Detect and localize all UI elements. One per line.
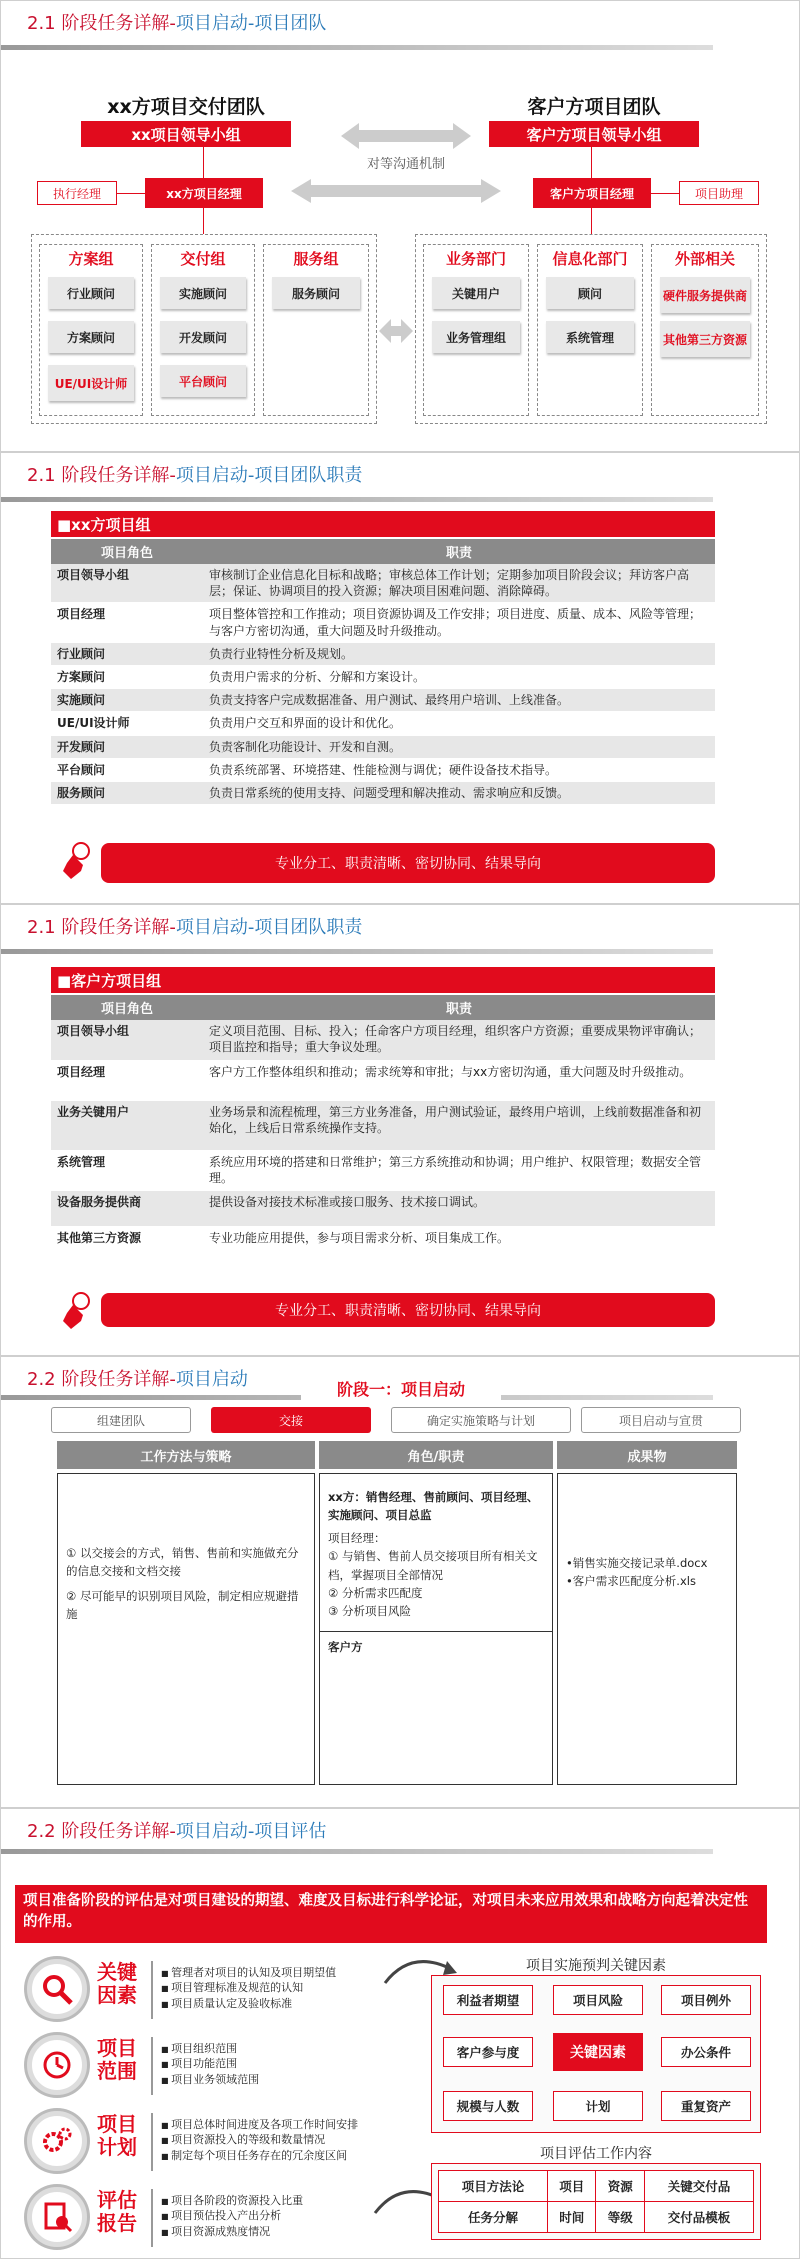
key-factors-title: 项目实施预判关键因素 [526,1958,666,1974]
group-label: 外部相关 [674,249,735,268]
table-row: 方案顾问 负责用户需求的分析、分解和方案设计。 [51,665,715,688]
item-points: ■ 项目各阶段的资源投入比重 ■ 项目预估投入产出分析 ■ 项目资源成熟度情况 [161,2193,401,2239]
group-label: 业务部门 [445,249,506,268]
title-bar [1,1849,713,1854]
role-item: ① 与销售、售前人员交接项目所有相关文档，掌握项目全部情况 [328,1549,538,1582]
table-row: 项目经理 项目整体管控和工作推动；项目资源协调及工作安排；项目进度、质量、成本、风险等管理；与客户方密切沟通，重大问题及时升级推动。 [51,603,715,642]
group-external [651,244,759,416]
role-item: ② 分析需求匹配度 [328,1585,423,1600]
slide-project-team [0,0,800,452]
connector-line [651,193,679,194]
role-box: UE/UI设计师 [48,365,134,401]
group-label: 服务组 [293,249,339,268]
role-box: 业务管理组 [432,321,520,353]
role-box: 顾问 [546,277,634,309]
slide-title: 2.2 阶段任务详解-项目启动-项目评估 [27,1821,327,1842]
leader-double-arrow-icon [341,121,471,151]
roles-box [319,1473,553,1785]
method-item: ② 尽可能早的识别项目风险，制定相应规避措施 [66,1588,299,1622]
tab-strategy[interactable]: 确定实施策略与计划 [391,1407,571,1433]
tab-kickoff[interactable]: 项目启动与宣贯 [581,1407,741,1433]
left-team-heading: xx方项目交付团队 [107,95,265,118]
eval-item [21,1955,401,2027]
table-row: 项目领导小组 审核制订企业信息化目标和战略；审核总体工作计划；定期参加项目阶段会议；拜访客户高层；保证、协调项目的投入资源；解决项目困难问题、消除障碍。 [51,564,715,603]
hand-pointer-icon [59,1291,95,1331]
role-box: 行业顾问 [48,277,134,309]
magnifier-icon [27,1959,87,2019]
role-head: xx方：销售经理、售前顾问、项目经理、实施顾问、项目总监 [328,1490,539,1523]
pm-double-arrow-icon [291,177,501,205]
item-title: 项目 范围 [97,2036,137,2083]
table-row: 项目经理 客户方工作整体组织和推动；需求统筹和审批；与xx方密切沟通，重大问题及时升级推动。 [51,1060,715,1100]
role-box: 服务顾问 [272,277,360,309]
col-header-roles: 角色/职责 [319,1441,553,1469]
col-duty: 职责 [203,995,715,1020]
clock-icon [27,2035,87,2095]
output-item: •销售实施交接记录单.docx [566,1556,708,1570]
title-bar [1,949,713,954]
table-row: 设备服务提供商 提供设备对接技术标准或接口服务、技术接口调试。 [51,1190,715,1226]
footer-slogan: 专业分工、职责清晰、密切协同、结果导向 [101,1293,715,1327]
kf-box: 项目风险 [553,1985,643,2015]
comm-mechanism-label: 对等沟通机制 [366,157,445,172]
table-row: 项目领导小组 定义项目范围、目标、投入；任命客户方项目经理，组织客户方资源；重要成果物评审确认；项目监控和指导；重大争议处理。 [51,1020,715,1060]
slide-client-duties [0,904,800,1356]
kf-box: 利益者期望 [443,1985,533,2015]
group-it [537,244,643,416]
table-row: 行业顾问 负责行业特性分析及规划。 [51,642,715,665]
slide-vendor-duties [0,452,800,904]
duty-table [51,539,715,805]
table-row: 其他第三方资源 专业功能应用提供，参与项目需求分析、项目集成工作。 [51,1226,715,1262]
group-service [263,244,369,416]
kf-box: 规模与人数 [443,2091,533,2121]
table-row: 实施顾问 负责支持客户完成数据准备、用户测试、最终用户培训、上线准备。 [51,689,715,712]
connector-line [591,147,592,178]
methods-box [57,1473,315,1785]
right-team-heading: 客户方项目团队 [527,95,661,118]
group-label: 交付组 [180,249,226,268]
kf-center-box: 关键因素 [553,2033,643,2071]
connector-line [203,208,204,234]
tab-handover[interactable]: 交接 [211,1407,371,1433]
item-title: 关键 因素 [97,1960,137,2007]
groups-double-arrow-icon [379,316,413,346]
role-box: 其他第三方资源 [660,321,750,357]
work-content-title: 项目评估工作内容 [540,2146,652,2162]
table-row: 业务关键用户 业务场景和流程梳理，第三方业务准备，用户测试验证，最终用户培训，上线前数据准备和初始化，上线后日常系统操作支持。 [51,1100,715,1150]
kf-box: 办公条件 [661,2037,751,2067]
outputs-box [557,1473,737,1785]
connector-line [591,208,592,234]
output-item: •客户需求匹配度分析.xls [566,1574,696,1589]
vendor-pm-box: xx方项目经理 [145,178,263,208]
group-solution [39,244,143,416]
kf-box: 计划 [553,2091,643,2121]
left-leader-group: xx项目领导小组 [81,121,291,147]
item-title: 项目 计划 [97,2112,137,2159]
footer-slogan: 专业分工、职责清晰、密切协同、结果导向 [101,843,715,883]
role-box: 硬件服务提供商 [660,277,750,313]
table-row: 平台顾问 负责系统部署、环境搭建、性能检测与调优；硬件设备技术指导。 [51,758,715,781]
table-row: UE/UI设计师 负责用户交互和界面的设计和优化。 [51,712,715,735]
right-leader-group: 客户方项目领导小组 [489,121,699,147]
role-box: 实施顾问 [160,277,246,309]
col-role: 项目角色 [51,995,203,1020]
gears-icon [27,2111,87,2171]
group-header: ■xx方项目组 [51,511,715,537]
role-box: 开发顾问 [160,321,246,353]
kf-box: 重复资产 [661,2091,751,2121]
group-business [423,244,529,416]
table-row: 任务分解 时间 等级 交付品模板 [439,2202,754,2233]
slide-title: 2.2 阶段任务详解-项目启动 [27,1369,248,1390]
group-delivery [151,244,255,416]
slide-title: 2.1 阶段任务详解-项目启动-项目团队职责 [27,917,363,938]
item-title: 评估 报告 [97,2188,137,2235]
kf-box: 客户参与度 [443,2037,533,2067]
col-duty: 职责 [203,539,715,564]
report-icon [27,2187,87,2247]
client-pm-box: 客户方项目经理 [533,178,651,208]
table-row: 系统管理 系统应用环境的搭建和日常维护；第三方系统推动和协调；用户维护、权限管理；数据安全管理。 [51,1150,715,1190]
slide-title: 2.1 阶段任务详解-项目启动-项目团队职责 [27,465,363,486]
method-item: ① 以交接会的方式，销售、售前和实施做充分的信息交接和文档交接 [66,1546,299,1579]
connector-line [117,193,145,194]
item-points: ■ 项目组织范围 ■ 项目功能范围 ■ 项目业务领域范围 [161,2041,401,2087]
project-assistant-box: 项目助理 [679,181,759,205]
col-role: 项目角色 [51,539,203,564]
title-bar [1,45,713,50]
table-row: 项目方法论 项目 资源 关键交付品 [439,2171,754,2202]
work-content-grid [431,2163,761,2240]
table-row: 服务顾问 负责日常系统的使用支持、问题受理和解决推动、需求响应和反馈。 [51,781,715,804]
tab-build-team[interactable]: 组建团队 [51,1407,191,1433]
role-box: 平台顾问 [160,365,246,397]
slide-title: 2.1 阶段任务详解-项目启动-项目团队 [27,13,327,34]
role-box: 系统管理 [546,321,634,353]
role-pm: 项目经理： [328,1530,386,1545]
eval-item [21,2107,401,2179]
eval-item [21,2031,401,2103]
role-item: ③ 分析项目风险 [328,1604,411,1619]
group-label: 信息化部门 [552,249,628,268]
connector-line [203,147,204,178]
role-box: 方案顾问 [48,321,134,353]
table-row: 开发顾问 负责客制化功能设计、开发和自测。 [51,735,715,758]
col-header-methods: 工作方法与策略 [57,1441,315,1469]
hand-pointer-icon [59,841,95,881]
title-bar [1,497,713,502]
role-client: 客户方 [328,1639,363,1654]
item-points: ■ 管理者对项目的认知及项目期望值 ■ 项目管理标准及规范的认知 ■ 项目质量认定及验收标准 [161,1965,401,2011]
eval-item [21,2183,401,2255]
item-points: ■ 项目总体时间进度及各项工作时间安排 ■ 项目资源投入的等级和数量情况 ■ 制定每个项目任务存在的冗余度区间 [161,2117,401,2163]
role-box: 关键用户 [432,277,520,309]
slide-handover [0,1356,800,1808]
group-header: ■客户方项目组 [51,967,715,993]
duty-table [51,995,715,1263]
col-header-outputs: 成果物 [557,1441,737,1469]
slide-evaluation [0,1808,800,2259]
exec-manager-box: 执行经理 [37,181,117,205]
phase-title: 阶段一：项目启动 [301,1377,501,1400]
kf-box: 项目例外 [661,1985,751,2015]
group-label: 方案组 [68,249,114,268]
intro-banner: 项目准备阶段的评估是对项目建设的期望、难度及目标进行科学论证，对项目未来应用效果和战略方向起着决定性的作用。 [15,1885,767,1943]
